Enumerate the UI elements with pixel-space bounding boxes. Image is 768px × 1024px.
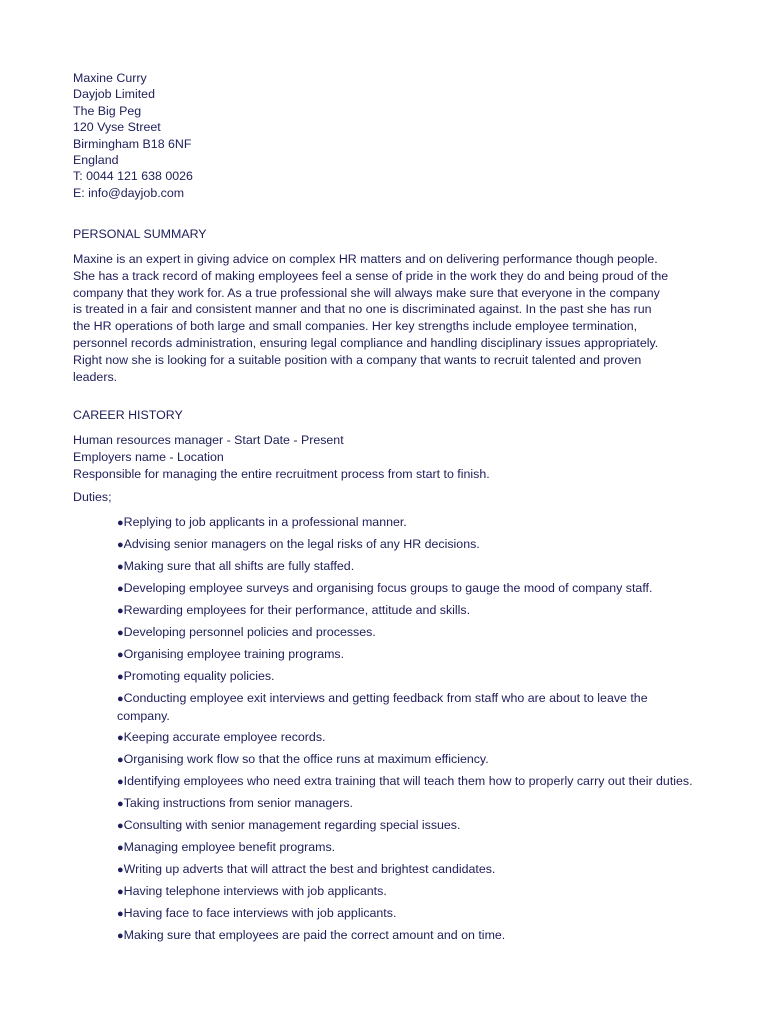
bullet-icon: ● (117, 753, 124, 766)
summary-line: personnel records administration, ensuring legal compliance and handling disciplinary issues appropriately. (73, 335, 659, 350)
contact-street: 120 Vyse Street (73, 120, 161, 135)
bullet-icon: ● (117, 670, 124, 683)
duties-list (117, 514, 697, 949)
bullet-icon: ● (117, 560, 124, 573)
contact-phone: T: 0044 121 638 0026 (73, 169, 193, 184)
bullet-icon: ● (117, 648, 124, 661)
summary-line: the HR operations of both large and small companies. Her key strengths include employee termination, (73, 319, 638, 334)
contact-building: The Big Peg (73, 103, 142, 118)
duty-text: Promoting equality policies. (123, 668, 275, 683)
bullet-icon: ● (117, 929, 124, 942)
duties-label: Duties; (73, 490, 112, 504)
duty-text: Identifying employees who need extra training that will teach them how to properly carry out their duties. (123, 773, 693, 788)
job-responsibility: Responsible for managing the entire recruitment process from start to finish. (73, 467, 490, 481)
job-title: Human resources manager - Start Date - Present (73, 433, 344, 447)
duty-item (117, 795, 697, 813)
summary-line: Right now she is looking for a suitable position with a company that wants to recruit talented and proven (73, 352, 642, 367)
bullet-icon: ● (117, 841, 124, 854)
duty-text: Making sure that all shifts are fully staffed. (123, 558, 355, 573)
summary-line: leaders. (73, 369, 118, 384)
duty-text: Managing employee benefit programs. (123, 839, 336, 854)
summary-line: She has a track record of making employees feel a sense of pride in the work they do and being proud of the (73, 268, 669, 283)
bullet-icon: ● (117, 885, 124, 898)
bullet-icon: ● (117, 731, 124, 744)
contact-city: Birmingham B18 6NF (73, 136, 192, 151)
summary-line: is treated in a fair and consistent manner and that no one is discriminated against. In the past she has run (73, 302, 652, 317)
bullet-icon: ● (117, 582, 124, 595)
duty-item (117, 602, 697, 620)
duty-item (117, 839, 697, 857)
contact-name: Maxine Curry (73, 71, 147, 85)
duty-item (117, 536, 697, 554)
duty-item (117, 883, 697, 901)
duty-item (117, 558, 697, 576)
duty-text: Conducting employee exit interviews and getting feedback from staff who are about to leave the company. (117, 690, 648, 723)
duty-item (117, 580, 697, 598)
duty-item (117, 861, 697, 879)
summary-heading: PERSONAL SUMMARY (73, 227, 207, 241)
duty-text: Making sure that employees are paid the correct amount and on time. (123, 927, 506, 942)
duty-text: Consulting with senior management regarding special issues. (123, 817, 461, 832)
duty-text: Keeping accurate employee records. (123, 729, 326, 744)
duty-item (117, 624, 697, 642)
duty-item (117, 690, 697, 725)
duty-text: Rewarding employees for their performance, attitude and skills. (123, 602, 471, 617)
bullet-icon: ● (117, 692, 124, 705)
duty-item (117, 817, 697, 835)
duty-text: Organising employee training programs. (123, 646, 345, 661)
duty-item (117, 773, 697, 791)
duty-item (117, 514, 697, 532)
duty-item (117, 729, 697, 747)
duty-item (117, 646, 697, 664)
duty-item (117, 751, 697, 769)
summary-line: company that they work for. As a true professional she will always make sure that everyone in the company (73, 285, 660, 300)
duty-text: Having face to face interviews with job applicants. (123, 905, 397, 920)
summary-line: Maxine is an expert in giving advice on complex HR matters and on delivering performance though people. (73, 252, 658, 266)
duty-text: Taking instructions from senior managers. (123, 795, 353, 810)
bullet-icon: ● (117, 907, 124, 920)
career-heading: CAREER HISTORY (73, 408, 183, 422)
duty-text: Replying to job applicants in a professional manner. (123, 515, 407, 529)
duty-text: Writing up adverts that will attract the best and brightest candidates. (123, 861, 496, 876)
job-employer: Employers name - Location (73, 450, 224, 464)
duty-text: Organising work flow so that the office runs at maximum efficiency. (123, 751, 489, 766)
contact-block (73, 70, 193, 201)
bullet-icon: ● (117, 775, 124, 788)
contact-country: England (73, 153, 119, 168)
summary-paragraph (73, 251, 703, 385)
bullet-icon: ● (117, 517, 124, 529)
bullet-icon: ● (117, 863, 124, 876)
bullet-icon: ● (117, 604, 124, 617)
duty-text: Having telephone interviews with job applicants. (123, 883, 387, 898)
duty-item (117, 905, 697, 923)
contact-email: E: info@dayjob.com (73, 185, 185, 200)
duty-text: Developing personnel policies and processes. (123, 624, 376, 639)
bullet-icon: ● (117, 626, 124, 639)
bullet-icon: ● (117, 538, 124, 551)
duty-text: Developing employee surveys and organising focus groups to gauge the mood of company staff. (123, 580, 653, 595)
duty-item (117, 668, 697, 686)
bullet-icon: ● (117, 797, 124, 810)
contact-company: Dayjob Limited (73, 87, 155, 102)
job-entry (73, 432, 490, 483)
duty-item (117, 927, 697, 945)
duty-text: Advising senior managers on the legal risks of any HR decisions. (123, 536, 480, 551)
bullet-icon: ● (117, 819, 124, 832)
